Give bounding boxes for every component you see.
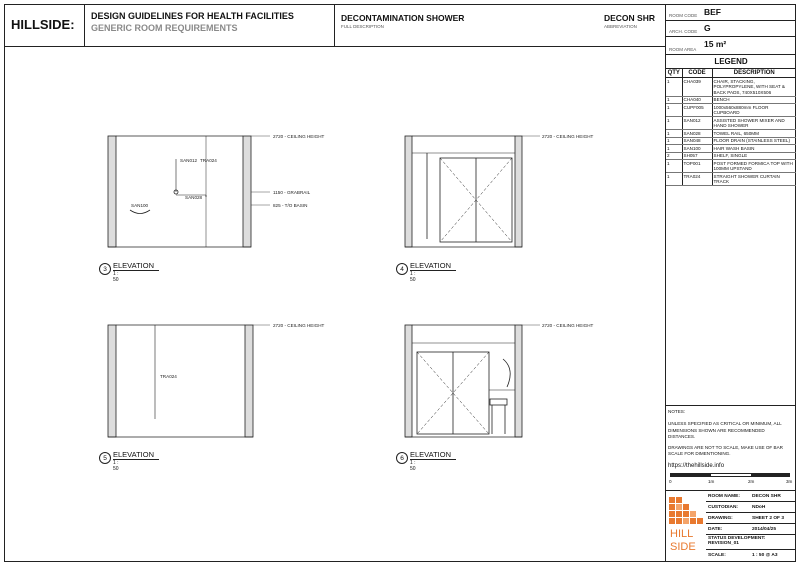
elevation-6-drawing [405, 325, 522, 437]
logo-text-hill: HILL [670, 528, 694, 540]
san100-annotation: SAN100 [131, 203, 149, 208]
elevation-5-drawing [108, 325, 253, 437]
legend-qty: 1 [666, 117, 682, 130]
guide-title: DESIGN GUIDELINES FOR HEALTH FACILITIES [91, 11, 294, 21]
elevation-number: 4 [396, 263, 408, 275]
drawing-area [5, 47, 665, 561]
legend-header-code: CODE [682, 69, 712, 78]
title-block [665, 490, 796, 561]
room-name: DECONTAMINATION SHOWER [341, 13, 465, 23]
room-area: 15 m² [704, 39, 727, 49]
legend-qty: 1 [666, 160, 682, 173]
abbreviation-block [604, 13, 655, 29]
legend-description: TOWEL RAIL, 650MM [712, 130, 796, 138]
legend-description: FLOOR DRAIN (STAINLESS STEEL) [712, 137, 796, 145]
legend-code: CUPF005 [682, 104, 712, 117]
room-code-row [666, 5, 796, 21]
tb-status [706, 535, 796, 550]
scale-tick: 3m [786, 478, 793, 484]
legend-row [666, 117, 796, 130]
scale-tick: 0 [669, 478, 672, 484]
legend-qty: 1 [666, 104, 682, 117]
tb-room-name-label: ROOM NAME: [708, 494, 740, 499]
legend-description: BENCH [712, 96, 796, 104]
legend-row [666, 78, 796, 97]
legend-code: CHA040 [682, 96, 712, 104]
legend-qty: 1 [666, 96, 682, 104]
elevation-scale: 1 : 50 [410, 460, 416, 472]
room-code-label: ROOM CODE [669, 13, 698, 18]
tb-custodian-value: NDoH [752, 505, 766, 510]
elevation-scale: 1 : 50 [410, 271, 416, 283]
legend-body [666, 78, 796, 186]
elevation-name: ELEVATION [410, 261, 456, 271]
legend-code: SAN100 [682, 145, 712, 153]
elevation-3-drawing [108, 136, 251, 247]
website-link[interactable]: https://thehillside.info [668, 462, 725, 469]
elevations-svg [5, 47, 665, 561]
tb-custodian-label: CUSTODIAN: [708, 505, 739, 510]
legend-code: SAN028 [682, 130, 712, 138]
arch-code-label: ARCH. CODE [669, 29, 698, 34]
room-area-row [666, 37, 796, 55]
scale-bar [668, 473, 793, 489]
elevation-name: ELEVATION [113, 450, 159, 460]
tb-status-value: REVISION_01 [708, 541, 739, 546]
legend-code: SH057 [682, 152, 712, 160]
legend-qty: 1 [666, 78, 682, 97]
legend-header-qty: QTY [666, 69, 682, 78]
legend-row [666, 173, 796, 186]
elevation-number: 5 [99, 452, 111, 464]
scale-bar-segment [671, 474, 711, 476]
guide-subtitle: GENERIC ROOM REQUIREMENTS [91, 23, 238, 33]
room-name-label: FULL DESCRIPTION [341, 24, 384, 29]
tra024-annotation: TRA024 [160, 374, 177, 379]
drawing-sheet [4, 4, 796, 562]
legend-description: ASSISTED SHOWER MIXER AND HAND SHOWER [712, 117, 796, 130]
arch-code: G [704, 23, 711, 33]
notes-heading: NOTES: [668, 409, 686, 414]
legend-description: 1000x560x880mm FLOOR CUPBOARD [712, 104, 796, 117]
note-scale: DRAWINGS ARE NOT TO SCALE, MAKE USE OF BAR SCALE FOR DIMENTIONING. [668, 444, 783, 457]
logo-text-side: SIDE [670, 541, 696, 553]
legend-qty: 1 [666, 137, 682, 145]
legend-qty: 1 [666, 173, 682, 186]
legend-row [666, 130, 796, 138]
tb-room-name [706, 491, 796, 502]
legend-header-row [666, 69, 796, 78]
tra024-annotation: TRA024 [200, 158, 217, 163]
scale-tick: 2m [748, 478, 755, 484]
tb-scale-label: SCALE: [708, 553, 726, 558]
elevation-number: 6 [396, 452, 408, 464]
tb-date-label: DATE: [708, 527, 723, 532]
elevation-name: ELEVATION [113, 261, 159, 271]
arch-code-row [666, 21, 796, 37]
notes-panel [665, 405, 796, 492]
san012-annotation: SAN012 [180, 158, 198, 163]
tb-scale [706, 550, 796, 561]
elevation-number: 3 [99, 263, 111, 275]
legend-qty: 1 [666, 145, 682, 153]
basin-annotation: 825 - T/O BASIN [273, 203, 308, 208]
legend-description: SHELF, SINGLE [712, 152, 796, 160]
room-area-label: ROOM AREA [669, 47, 697, 52]
scale-bar-segment [751, 474, 789, 476]
legend-description: HAIR WASH BASIN [712, 145, 796, 153]
abbreviation: DECON SHR [603, 13, 655, 23]
legend-row [666, 104, 796, 117]
room-code: BEF [704, 7, 721, 17]
ceiling-annotation: 2720 - CEILING HEIGHT [273, 323, 325, 328]
tb-custodian [706, 502, 796, 513]
legend-qty: 2 [666, 152, 682, 160]
legend-row [666, 137, 796, 145]
elevation-scale: 1 : 50 [113, 460, 119, 472]
legend-row [666, 145, 796, 153]
abbreviation-label: ABBREVIATION [603, 24, 637, 29]
tb-room-name-value: DECON SHR [752, 494, 781, 499]
legend-description: CHAIR, STACKING, POLYPROPYLENE, WITH SEAT & BACK PADS, 740X510X506 [712, 78, 796, 97]
grabrail-annotation: 1150 - GRABRAIL [273, 190, 311, 195]
sheet-header [5, 5, 665, 47]
legend-row [666, 160, 796, 173]
title-block-rows [706, 491, 796, 561]
legend-code: TRA024 [682, 173, 712, 186]
ceiling-annotation: 2720 - CEILING HEIGHT [542, 323, 594, 328]
legend-code: SAN012 [682, 117, 712, 130]
legend-row [666, 96, 796, 104]
hillside-logo [667, 495, 705, 557]
tb-drawing-value: SHEET 2 OF 3 [752, 516, 784, 521]
legend-code: TOP001 [682, 160, 712, 173]
legend-title: LEGEND [666, 55, 796, 69]
elevation-name: ELEVATION [410, 450, 456, 460]
tb-date [706, 524, 796, 535]
legend-description: STRAIGHT SHOWER CURTAIN TRACK [712, 173, 796, 186]
brand-title: HILLSIDE: [5, 5, 85, 47]
legend-row [666, 152, 796, 160]
elevation-scale: 1 : 50 [113, 271, 119, 283]
legend-table [666, 69, 796, 186]
ceiling-annotation: 2720 - CEILING HEIGHT [542, 134, 594, 139]
tb-scale-value: 1 : 50 @ A3 [752, 553, 778, 558]
ceiling-annotation: 2720 - CEILING HEIGHT [273, 134, 325, 139]
scale-tick: 1m [708, 478, 715, 484]
legend-code: CHA039 [682, 78, 712, 97]
room-title-block [335, 5, 665, 47]
legend-qty: 1 [666, 130, 682, 138]
note-dimensions: UNLESS SPECIFIED AS CRITICAL OR MINIMUM, ALL DIMENSIONS SHOWN ARE RECOMMENDED DISTANCES. [668, 421, 782, 440]
guide-title-block [85, 5, 335, 47]
legend-description: POST FORMED FORMICA TOP WITH 100MM UPSTAND [712, 160, 796, 173]
tb-date-value: 2014/04/25 [752, 527, 777, 532]
legend-header-description: DESCRIPTION [712, 69, 796, 78]
tb-status-label: STATUS DEVELOPMENT: [708, 536, 766, 541]
legend-code: SAN048 [682, 137, 712, 145]
tb-drawing-label: DRAWING: [708, 516, 733, 521]
scale-bar-frame [670, 473, 790, 477]
san028-annotation: SAN028 [185, 195, 203, 200]
tb-drawing [706, 513, 796, 524]
elevation-4-drawing [405, 136, 522, 247]
